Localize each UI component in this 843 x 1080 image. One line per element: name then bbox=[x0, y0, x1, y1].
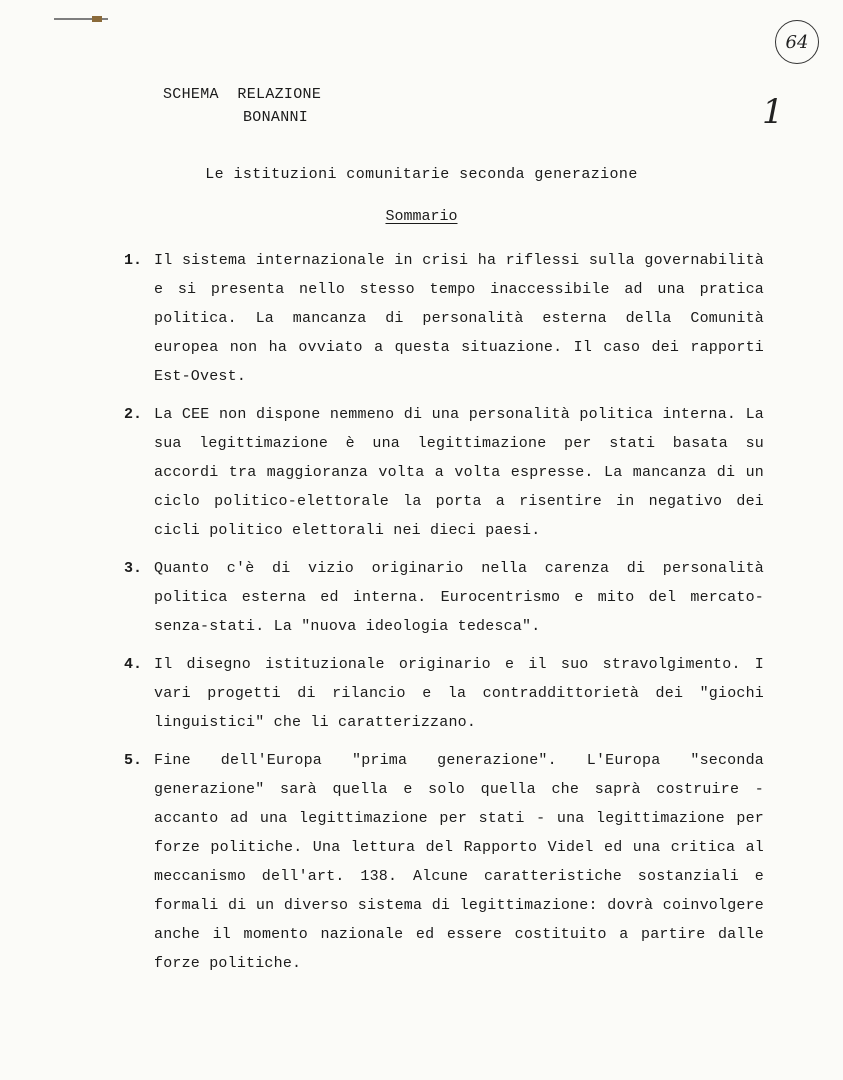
document-subtitle: Sommario bbox=[385, 208, 458, 225]
document-header bbox=[163, 83, 321, 129]
summary-item bbox=[124, 650, 764, 737]
summary-item bbox=[124, 246, 764, 391]
item-number: 3. bbox=[124, 560, 143, 577]
summary-list bbox=[124, 246, 764, 987]
item-number: 5. bbox=[124, 752, 143, 769]
summary-item bbox=[124, 554, 764, 641]
item-text: La CEE non dispone nemmeno di una personalità politica interna. La sua legittimazione è una legittimazione per stati basata su accordi tra maggioranza volta a volta espresse. La mancanza di un ciclo politico-elettorale la porta a risentire in negativo dei cicli politico elettorali nei dieci paesi. bbox=[154, 406, 764, 539]
item-number: 1. bbox=[124, 252, 143, 269]
archive-number: 64 bbox=[785, 31, 809, 53]
item-text: Il disegno istituzionale originario e il suo stravolgimento. I vari progetti di rilancio e la contraddittorietà dei "giochi linguistici" che li caratterizzano. bbox=[154, 656, 764, 731]
item-text: Quanto c'è di vizio originario nella carenza di personalità politica esterna ed interna. Eurocentrismo e mito del mercato-senza-stati. La "nuova ideologia tedesca". bbox=[154, 560, 764, 635]
archive-number-stamp bbox=[775, 20, 819, 64]
header-line-1: SCHEMA RELAZIONE bbox=[163, 86, 322, 103]
summary-item bbox=[124, 746, 764, 978]
staple-mark bbox=[52, 12, 112, 26]
item-text: Fine dell'Europa "prima generazione". L'Europa "seconda generazione" sarà quella e solo quella che saprà costruire - accanto ad una legittimazione per stati - una legittimazione per forze politiche. Una lettura del Rapporto Videl ed una critica al meccanismo dell'art. 138. Alcune caratteristiche sostanziali e formali di un diverso sistema di legittimazione: dovrà coinvolgere anche il momento nazionale ed essere costituito a partire dalle forze politiche. bbox=[154, 752, 764, 972]
document-title: Le istituzioni comunitarie seconda generazione bbox=[205, 166, 638, 183]
item-text: Il sistema internazionale in crisi ha riflessi sulla governabilità e si presenta nello stesso tempo inaccessibile ad una pratica politica. La mancanza di personalità esterna della Comunità europea non ha ovviato a questa situazione. Il caso dei rapporti Est-Ovest. bbox=[154, 252, 764, 385]
handwritten-page-number: 1 bbox=[762, 92, 784, 132]
item-number: 2. bbox=[124, 406, 143, 423]
header-line-2: BONANNI bbox=[243, 109, 309, 126]
item-number: 4. bbox=[124, 656, 143, 673]
summary-item bbox=[124, 400, 764, 545]
